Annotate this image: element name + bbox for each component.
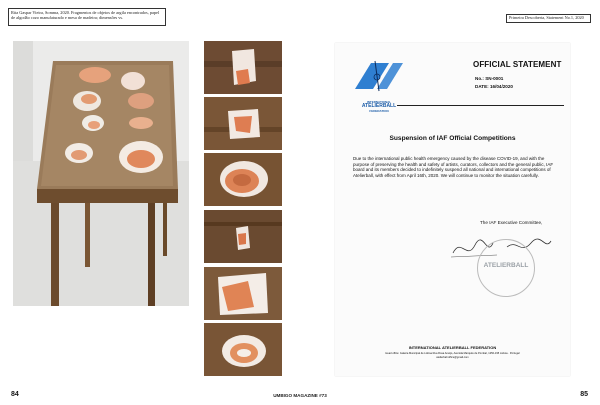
fragment-photo-1 xyxy=(204,41,282,94)
footer-organization: INTERNATIONAL ATELIERBALL FEDERATION xyxy=(408,345,497,350)
statement-date: DATE: 16/04/2020 xyxy=(475,84,513,89)
logo-text-international: INTERNATIONAL xyxy=(366,100,392,104)
fragment-photo-3 xyxy=(204,153,282,206)
logo-text-atelierball: ATELIERBALL xyxy=(361,103,397,109)
footer-email: atelierball.office@gmail.com xyxy=(436,356,469,359)
statement-body: Due to the international public health emergency caused by the disease COVID-19, and with the purpose of preserving the health and safety of artists, curators, collectors and the general public, IAF board and its members decided to indefinitely suspend all national and international competitions of Atelierball, with effect from April 16th, 2020. We will continue to monitor the situation carefully. xyxy=(353,156,554,178)
statement-subject: Suspension of IAF Official Competitions xyxy=(389,135,516,142)
fragment-photo-6 xyxy=(204,323,282,376)
fragment-photo-2 xyxy=(204,97,282,150)
footer-address: Head office: Galeria Municipal de Lisboa Rua Rosa Araújo, Avenida Marquês de Pombal, 1250-195 Lisboa · Portugal xyxy=(385,352,520,355)
artwork-caption-left: Rita Gaspar Vieira, Somma, 2020. Fragmentos de objetos de argila encontrados, papel de algodão cozo manufaturado e mesa de madeira; dimensões vs. xyxy=(8,8,166,26)
header-divider xyxy=(397,105,564,106)
statement-title: OFFICIAL STATEMENT xyxy=(473,60,562,69)
logo-text-federation: FEDERATION xyxy=(369,109,389,113)
page-number-right: 85 xyxy=(580,391,588,398)
iaf-logo xyxy=(349,59,409,113)
official-statement-document xyxy=(335,43,570,376)
magazine-name: UMBIGO MAGAZINE #73 xyxy=(273,393,327,398)
fragment-photo-5 xyxy=(204,267,282,320)
fragment-photo-4 xyxy=(204,210,282,263)
stamp-text: ATELIERBALL xyxy=(483,262,529,269)
statement-closing: The IAF Executive Committee, xyxy=(480,220,543,225)
page-number-left: 84 xyxy=(11,391,19,398)
artwork-caption-right: Primeira Descoberta, Statement No.1, 2020 xyxy=(506,14,591,23)
statement-number: No.: SN-0001 xyxy=(475,76,504,81)
artwork-table-photo xyxy=(13,41,189,306)
iaf-stamp xyxy=(477,239,535,297)
